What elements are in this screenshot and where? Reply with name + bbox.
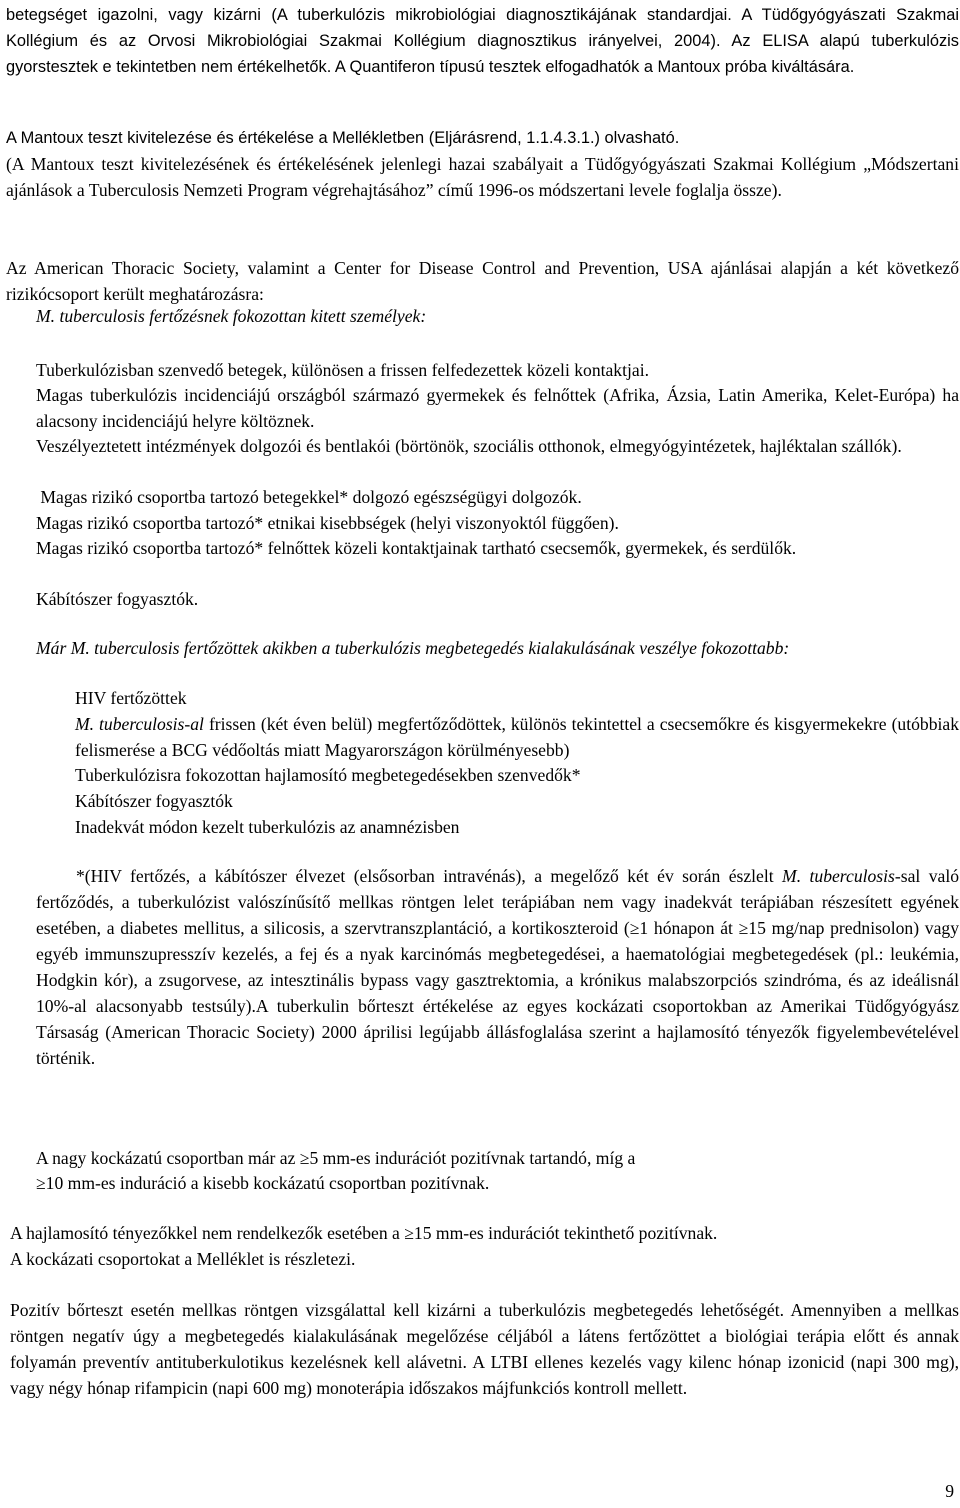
group1-item: Veszélyeztetett intézmények dolgozói és bentlakói (börtönök, szociális otthonok, elmegyógyintézetek, hajléktalan szállók). bbox=[36, 436, 902, 456]
group2-item-inadequate: Inadekvát módon kezelt tuberkulózis az anamnézisben bbox=[75, 817, 460, 837]
group1-item: Tuberkulózisban szenvedő betegek, különösen a frissen felfedezettek közeli kontaktjai. bbox=[36, 360, 649, 380]
no-factor-line-1: A hajlamosító tényezőkkel nem rendelkezők esetében a ≥15 mm-es indurációt tekinthető pozitívnak. bbox=[10, 1223, 718, 1243]
group2-item-drug: Kábítószer fogyasztók bbox=[75, 791, 233, 811]
mantoux-note: (A Mantoux teszt kivitelezésének és értékelésének jelenlegi hazai szabályait a Tüdőgyógyászati Szakmai Kollégium „Módszertani ajánlások a Tuberculosis Nemzeti Program végrehajtásához” című 1996-os módszertani levele foglalja össze). bbox=[6, 154, 959, 200]
mantoux-reference: A Mantoux teszt kivitelezése és értékelése a Mellékletben (Eljárásrend, 1.1.4.3.1.) olvasható. bbox=[6, 129, 680, 147]
organism-name: M. tuberculosis-al bbox=[75, 714, 204, 734]
group2-item-recent bbox=[75, 711, 959, 763]
group1-heading bbox=[36, 303, 959, 329]
group2-heading-text: Már M. tuberculosis fertőzöttek akikben a tuberkulózis megbetegedés kialakulásának veszélye fokozottabb: bbox=[36, 638, 790, 658]
group2-item-recent-text: frissen (két éven belül) megfertőződöttek, különös tekintettel a csecsemőkre és kisgyermekekre (utóbbiak felismerése a BCG védőoltás miatt Magyarországon körülményesebb) bbox=[75, 714, 960, 760]
positive-test-paragraph: Pozitív bőrteszt esetén mellkas röntgen vizsgálattal kell kizárni a tuberkulózis megbetegedés lehetőségét. Amennyiben a mellkas röntgen negatív úgy a megbetegedés kialakulásának megelőzése céljából a látens fertőzöttet a biológiai terápia előtt és annak folyamán preventív antituberkulotikus kezelésnek kell alávetni. A LTBI ellenes kezelés vagy kilenc hónap izonicid (napi 300 mg), vagy négy hónap rifampicin (napi 600 mg) monoterápia időszakos májfunkciós kontroll mellett. bbox=[10, 1300, 959, 1398]
group2-heading bbox=[36, 635, 959, 661]
intro-sentence-2: Az ELISA alapú tuberkulózis gyorstesztek e tekintetben nem értékelhetők. bbox=[6, 32, 960, 76]
footnote-organism: M. tuberculosis bbox=[782, 866, 895, 886]
group2-item-hiv: HIV fertőzöttek bbox=[75, 688, 187, 708]
footnote-paragraph bbox=[36, 863, 959, 1071]
group1-item: Magas rizikó csoportba tartozó betegekkel* dolgozó egészségügyi dolgozók. bbox=[36, 487, 582, 507]
threshold-line-2: ≥10 mm-es induráció a kisebb kockázatú csoportban pozitívnak. bbox=[36, 1173, 490, 1193]
footnote-text-1: *(HIV fertőzés, a kábítószer élvezet (elsősorban intravénás), a megelőző két év során észlelt bbox=[76, 866, 783, 886]
no-factor-line-2: A kockázati csoportokat a Melléklet is részletezi. bbox=[10, 1249, 356, 1269]
intro-paragraph bbox=[6, 2, 959, 80]
group1-item: Kábítószer fogyasztók. bbox=[36, 589, 199, 609]
intro-sentence-3: A Quantiferon típusú tesztek elfogadhatók a Mantoux próba kiváltására. bbox=[334, 58, 855, 76]
footnote-text-2: -sal való fertőződés, a tuberkulózist valószínűsítő mellkas röntgen lelet terápiában nem vagy inadekvát terápiában részesített egyének esetében, a diabetes mellitus, a silicosis, a szervtranszplantáció, a kortikoszteroid (≥1 hónapon át ≥15 mg/nap prednisolon) vagy egyéb immunszupresszív kezelés, a fej és a nyak karcinómás megbetegedései, a haematológiai megbetegedések (pl.: leukémia, Hodgkin kór), a zsugorvese, az intesztinális bypass vagy gasztrektomia, a krónikus malabszorpciós szindróma, és az ideálisnál 10%-al alacsonyabb testsúly).A tuberkulin bőrteszt értékelése az egyes kockázati csoportokban az Amerikai Tüdőgyógyász Társaság (American Thoracic Society) 2000 áprilisi legújabb állásfoglalása szerint a hajlamosító tényezők figyelembevételével történik. bbox=[36, 866, 960, 1068]
group1-heading-text: M. tuberculosis fertőzésnek fokozottan kitett személyek: bbox=[36, 306, 427, 326]
group2-item-disease: Tuberkulózisra fokozottan hajlamosító megbetegedésekben szenvedők* bbox=[75, 765, 581, 785]
intro-sentence-1: betegséget igazolni, vagy kizárni (A tuberkulózis mikrobiológiai diagnosztikájának standardjai. A Tüdőgyógyászati Szakmai Kollégium és az Orvosi Mikrobiológiai Szakmai Kollégium diagnosztikus irányelvei, 2004). bbox=[6, 6, 959, 50]
threshold-line-1: A nagy kockázatú csoportban már az ≥5 mm-es indurációt pozitívnak tartandó, míg a bbox=[36, 1148, 636, 1168]
group1-item: Magas rizikó csoportba tartozó* felnőttek közeli kontaktjainak tartható csecsemők, gyermekek, és serdülők. bbox=[36, 538, 797, 558]
page-number: 9 bbox=[945, 1481, 954, 1501]
ats-paragraph: Az American Thoracic Society, valamint a Center for Disease Control and Prevention, USA ajánlásai alapján a két következő rizikócsoport került meghatározásra: bbox=[6, 258, 959, 304]
group1-item: Magas tuberkulózis incidenciájú országból származó gyermekek és felnőttek (Afrika, Ázsia, Latin Amerika, Kelet-Európa) ha alacsony incidenciájú helyre költöznek. bbox=[36, 385, 959, 431]
group1-item: Magas rizikó csoportba tartozó* etnikai kisebbségek (helyi viszonyoktól függően). bbox=[36, 513, 619, 533]
